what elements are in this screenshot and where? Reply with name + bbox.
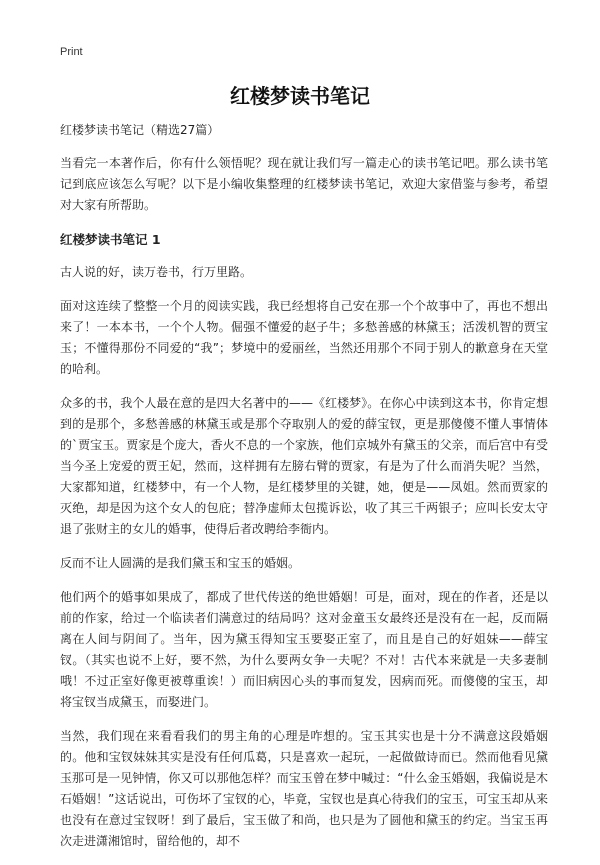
print-link[interactable]: Print bbox=[60, 46, 83, 58]
paragraph: 当然，我们现在来看看我们的男主角的心理是咋想的。宝玉其实也是十分不满意这段婚姻的。他和宝钗妹妹其实是没有任何瓜葛，只是喜欢一起玩，一起做做诗而已。然而他看见黛玉那可是一见钟情，你又可以那他怎样？而宝玉曾在梦中喊过：“什么金玉婚姻，我偏说是木石婚姻！”这话说出，可伤坏了宝钗的心，毕竟，宝钗也是真心待我们的宝玉，可宝玉却从来也没有在意过宝钗呀！到了最后，宝玉做了和尚，也只是为了圆他和黛玉的约定。当宝玉再次走进潇湘馆时，留给他的，却不 bbox=[60, 729, 548, 848]
intro-paragraph: 当看完一本著作后，你有什么领悟呢？现在就让我们写一篇走心的读书笔记吧。那么读书笔记到底应该怎么写呢？以下是小编收集整理的红楼梦读书笔记，欢迎大家借鉴与参考，希望对大家有所帮助。 bbox=[60, 156, 548, 212]
section-heading: 红楼梦读书笔记 1 bbox=[60, 232, 161, 247]
paragraph: 反而不让人圆满的是我们黛玉和宝玉的婚姻。 bbox=[60, 556, 301, 570]
article-subtitle: 红楼梦读书笔记（精选27篇） bbox=[60, 123, 220, 137]
paragraph: 面对这连续了整整一个月的阅读实践，我已经想将自己安在那一个个故事中了，再也不想出来了！一本本书，一个个人物。倔强不懂爱的赵子牛；多愁善感的林黛玉；活泼机智的贾宝玉；不懂得那份不同爱的“我”；梦境中的爱丽丝，当然还用那个不同于别人的歉意身在天堂的哈利。 bbox=[60, 299, 548, 376]
page-title: 红楼梦读书笔记 bbox=[230, 84, 370, 108]
paragraph: 他们两个的婚事如果成了，都成了世代传送的绝世婚姻！可是，面对，现在的作者，还是以前的作家，给过一个临读者们满意过的结局吗？这对金童玉女最终还是没有在一起，反而隔离在人间与阴间了。当年，因为黛玉得知宝玉要娶正室了，而且是自己的好姐妹——薛宝钗。（其实也说不上好，要不然，为什么要两女争一夫呢？不对！古代本来就是一夫多妻制哦！不过正室好像更被尊重诶！）而旧病因心头的事而复发，因病而死。而傻傻的宝玉，却将宝钗当成黛玉，而娶进门。 bbox=[60, 590, 548, 709]
paragraph: 古人说的好，读万卷书，行万里路。 bbox=[60, 265, 253, 279]
article-body bbox=[60, 120, 548, 865]
paragraph: 众多的书，我个人最在意的是四大名著中的——《红楼梦》。在你心中读到这本书，你肯定想到的是那个，多愁善感的林黛玉或是那个夺取别人的爱的薛宝钗，更是那傻傻不懂人事情体的`贾宝玉。贾家是个庞大，香火不息的一个家族，他们京城外有黛玉的父亲，而后宫中有受当今圣上宠爱的贾王妃，然而，这样拥有左膀右臂的贾家，有是为了什么而消失呢？当然，大家都知道，红楼梦中，有一个人物，是红楼梦里的关键，她，便是——凤姐。然而贾家的灭绝，却是因为这个女人的包庇；替净虚师太包揽诉讼，收了其三千两银子；应叫长安太守退了张财主的女儿的婚事，使得后者改聘给李衙内。 bbox=[60, 396, 548, 536]
